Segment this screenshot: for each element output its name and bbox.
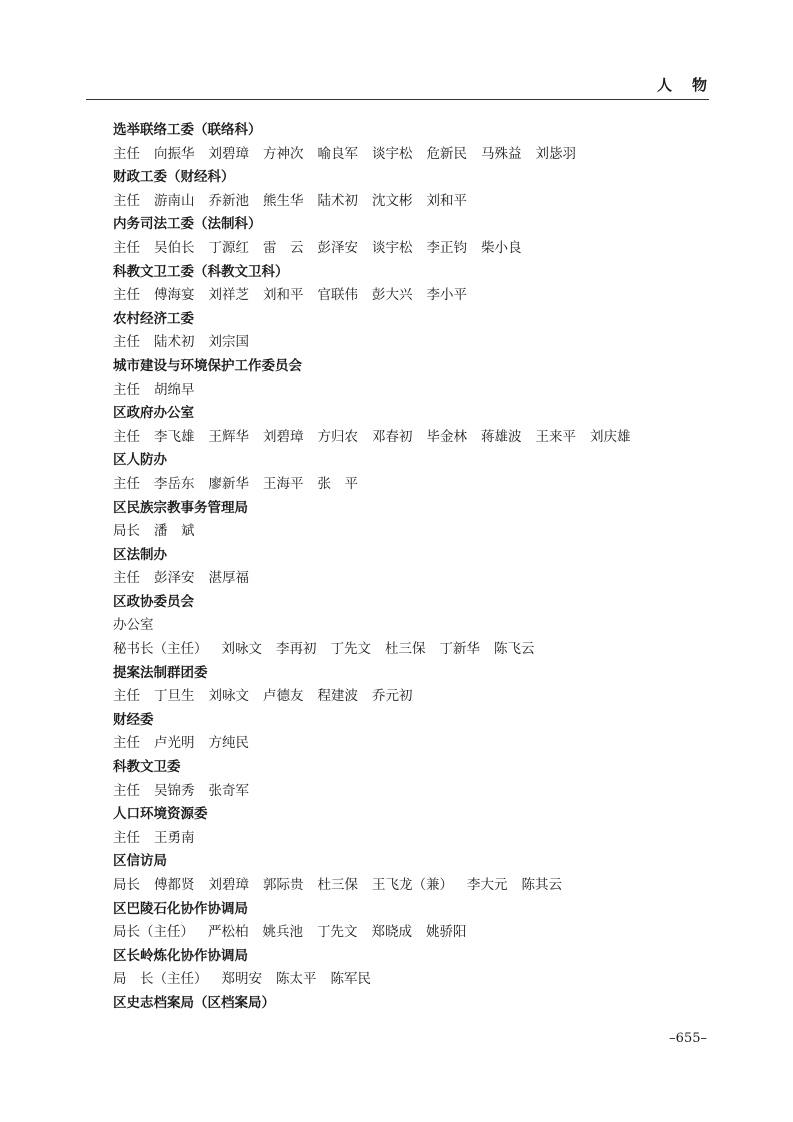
person-name: 张 平 <box>317 475 358 492</box>
section-heading: 科教文卫委 <box>113 759 181 776</box>
person-name: 张奇军 <box>208 782 249 799</box>
role-label: 主任 <box>113 782 140 799</box>
subsection-label: 办公室 <box>113 617 154 634</box>
section-heading: 区法制办 <box>113 546 167 563</box>
person-name: 马殊益 <box>481 145 522 162</box>
person-name: 刘庆雄 <box>590 428 631 445</box>
person-name: 李岳东 <box>154 475 195 492</box>
personnel-line <box>113 473 713 497</box>
person-name: 蒋雄波 <box>481 428 522 445</box>
personnel-line <box>113 921 713 945</box>
section-heading: 内务司法工委（法制科） <box>113 216 262 233</box>
personnel-line <box>113 520 713 544</box>
role-label: 局长（主任） <box>113 924 194 941</box>
person-name: 刘碧璋 <box>208 145 249 162</box>
person-name: 李大元 <box>467 877 508 893</box>
person-name: 方神次 <box>263 145 304 162</box>
person-name: 姚兵池 <box>262 924 303 941</box>
person-name: 丁先文 <box>330 641 371 658</box>
person-name: 胡绵早 <box>154 381 195 398</box>
person-name: 刘碧璋 <box>263 428 304 445</box>
person-name: 丁源红 <box>208 239 249 256</box>
section-heading: 区巴陵石化协作协调局 <box>113 900 248 917</box>
section-heading: 科教文卫工委（科教文卫科） <box>113 263 289 280</box>
page-number: –655– <box>669 1031 707 1046</box>
person-name: 陈太平 <box>276 971 317 988</box>
section-heading: 区长岭炼化协作协调局 <box>113 947 248 964</box>
person-name: 毕金林 <box>426 428 467 445</box>
role-label: 局长 <box>113 523 140 540</box>
person-name: 李正钧 <box>426 239 467 256</box>
person-name: 乔元初 <box>372 688 413 705</box>
person-name: 姚骄阳 <box>426 924 467 941</box>
role-label: 局 长（主任） <box>113 971 208 988</box>
personnel-line <box>113 284 713 308</box>
person-name: 谈宇松 <box>372 145 413 162</box>
role-label: 主任 <box>113 192 140 209</box>
person-name: 刘宗国 <box>208 334 249 351</box>
section-heading: 财政工委（财经科） <box>113 169 235 186</box>
section-heading: 提案法制群团委 <box>113 664 208 681</box>
section-heading: 人口环境资源委 <box>113 806 208 823</box>
personnel-line <box>113 426 713 450</box>
personnel-line <box>113 379 713 403</box>
person-name: 杜三保 <box>317 877 358 893</box>
person-name: 李小平 <box>426 287 467 304</box>
role-label: 主任 <box>113 570 140 587</box>
person-name: 潘 斌 <box>154 523 195 540</box>
person-name: 方纯民 <box>208 735 249 752</box>
person-name: 郑明安 <box>221 971 262 988</box>
person-name: 陈飞云 <box>494 641 535 658</box>
person-name: 吴锦秀 <box>154 782 195 799</box>
role-label: 主任 <box>113 475 140 492</box>
role-label: 主任 <box>113 287 140 304</box>
role-label: 秘书长（主任） <box>113 641 208 658</box>
person-name: 柴小良 <box>481 239 522 256</box>
personnel-line <box>113 237 713 261</box>
section-heading: 区政协委员会 <box>113 593 194 610</box>
person-name: 彭泽安 <box>154 570 195 587</box>
person-name: 沈文彬 <box>372 192 413 209</box>
role-label: 主任 <box>113 239 140 256</box>
section-heading: 区人防办 <box>113 452 167 469</box>
person-name: 刘和平 <box>426 192 467 209</box>
section-heading: 区史志档案局（区档案局） <box>113 994 275 1011</box>
section-heading: 区民族宗教事务管理局 <box>113 499 248 516</box>
person-name: 向振华 <box>154 145 195 162</box>
person-name: 刘祥芝 <box>208 287 249 304</box>
person-name: 傅海宴 <box>154 287 195 304</box>
personnel-line <box>113 780 713 804</box>
personnel-line <box>113 638 713 662</box>
section-heading: 城市建设与环境保护工作委员会 <box>113 357 302 374</box>
person-name: 陈其云 <box>521 877 562 893</box>
role-label: 主任 <box>113 145 140 162</box>
person-name: 严松柏 <box>208 924 249 941</box>
person-name: 王勇南 <box>154 829 195 846</box>
person-name: 刘碧璋 <box>208 877 249 893</box>
person-name: 郑晓成 <box>371 924 412 941</box>
section-heading: 区政府办公室 <box>113 405 194 422</box>
running-header-char-2: 物 <box>691 76 709 94</box>
personnel-line <box>113 732 713 756</box>
role-label: 主任 <box>113 688 140 705</box>
running-header-char-1: 人 <box>656 76 674 94</box>
personnel-line <box>113 190 713 214</box>
person-name: 刘咏文 <box>208 688 249 705</box>
role-label: 局长 <box>113 877 140 893</box>
person-name: 郭际贵 <box>263 877 304 893</box>
person-name: 王辉华 <box>208 428 249 445</box>
person-name: 游南山 <box>154 192 195 209</box>
person-name: 刘和平 <box>263 287 304 304</box>
person-name: 陆术初 <box>154 334 195 351</box>
role-label: 主任 <box>113 428 140 445</box>
person-name: 杜三保 <box>385 641 426 658</box>
person-name: 邓春初 <box>372 428 413 445</box>
personnel-line <box>113 968 713 992</box>
person-name: 卢光明 <box>154 735 195 752</box>
person-name: 李再初 <box>276 641 317 658</box>
person-name: 官联伟 <box>317 287 358 304</box>
role-label: 主任 <box>113 735 140 752</box>
person-name: 陈军民 <box>330 971 371 988</box>
person-name: 危新民 <box>426 145 467 162</box>
role-label: 主任 <box>113 829 140 846</box>
personnel-line <box>113 143 713 167</box>
personnel-line <box>113 827 713 851</box>
person-name: 卢德友 <box>263 688 304 705</box>
role-label: 主任 <box>113 334 140 351</box>
running-header <box>657 74 709 95</box>
section-heading: 区信访局 <box>113 853 167 870</box>
person-name: 王海平 <box>263 475 304 492</box>
person-name: 傅都贤 <box>154 877 195 893</box>
person-name: 湛厚福 <box>208 570 249 587</box>
person-name: 彭大兴 <box>372 287 413 304</box>
person-name: 丁先文 <box>317 924 358 941</box>
person-name: 李飞雄 <box>154 428 195 445</box>
header-rule <box>86 99 709 100</box>
person-name: 喻良军 <box>317 145 358 162</box>
person-name: 方归农 <box>317 428 358 445</box>
person-name: 雷 云 <box>263 239 304 256</box>
personnel-line <box>113 567 713 591</box>
person-name: 王飞龙（兼） <box>372 877 453 893</box>
document-body <box>113 119 713 1016</box>
person-name: 乔新池 <box>208 192 249 209</box>
person-name: 廖新华 <box>208 475 249 492</box>
person-name: 陆术初 <box>317 192 358 209</box>
personnel-line <box>113 685 713 709</box>
person-name: 刘毖羽 <box>535 145 576 162</box>
person-name: 谈宇松 <box>372 239 413 256</box>
person-name: 丁新华 <box>439 641 480 658</box>
role-label: 主任 <box>113 381 140 398</box>
person-name: 吴伯长 <box>154 239 195 256</box>
personnel-line <box>113 331 713 355</box>
person-name: 彭泽安 <box>317 239 358 256</box>
person-name: 刘咏文 <box>221 641 262 658</box>
section-heading: 农村经济工委 <box>113 310 194 327</box>
person-name: 丁旦生 <box>154 688 195 705</box>
personnel-line <box>113 874 713 898</box>
section-heading: 财经委 <box>113 711 154 728</box>
section-heading: 选举联络工委（联络科） <box>113 122 262 138</box>
person-name: 熊生华 <box>263 192 304 209</box>
person-name: 王来平 <box>535 428 576 445</box>
person-name: 程建波 <box>317 688 358 705</box>
